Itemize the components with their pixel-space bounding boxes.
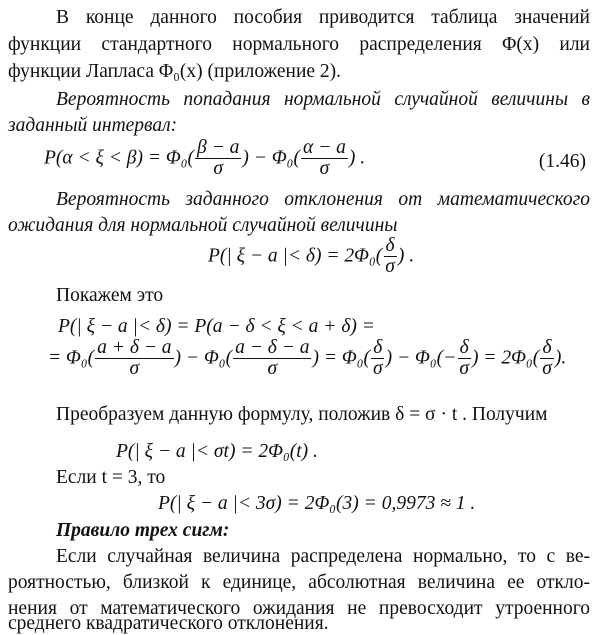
derivation-part-e: ) = 2Φ₀( <box>471 347 540 369</box>
rule-line-4: среднего квадратического отклонения. <box>8 613 329 634</box>
eq2-numerator: δ <box>385 235 395 256</box>
derivation-fraction-1 <box>95 338 173 380</box>
derivation-f5-denominator: σ <box>542 358 552 380</box>
derivation-line-2 <box>48 338 566 380</box>
eq2-denominator: σ <box>385 256 395 278</box>
derivation-fraction-5 <box>540 338 554 380</box>
eq146-f2-denominator: σ <box>319 158 330 180</box>
derivation-part-b: ) − Φ₀( <box>174 347 233 369</box>
rule-title: Правило трех сигм: <box>56 520 230 541</box>
rule-line-1: Если случайная величина распределена нормально, то с ве- <box>56 546 590 567</box>
equation-number: (1.46) <box>538 151 586 172</box>
derivation-f2-denominator: σ <box>267 358 278 380</box>
eq2-end: ) . <box>397 245 415 267</box>
eq146-f1-numerator: β − a <box>197 137 240 158</box>
eq2-lhs: P(| ξ − a |< δ) = 2Φ₀( <box>208 245 383 267</box>
equation-three-sigma: P(| ξ − a |< 3σ) = 2Φ₀(3) = 0,9973 ≈ 1 . <box>158 493 476 514</box>
equation-1-46 <box>44 138 365 180</box>
paragraph-intro-line-1: В конце данного пособия приводится таблица значений <box>56 7 590 28</box>
eq146-mid: ) − Φ₀( <box>242 147 300 169</box>
derivation-part-d: ) − Φ₀(− <box>385 347 457 369</box>
derivation-fraction-3 <box>371 338 385 380</box>
derivation-fraction-4 <box>457 338 471 380</box>
rule-line-2: роятностью, близкой к единице, абсолютная величина ее откло- <box>8 572 590 593</box>
derivation-f2-numerator: a − δ − a <box>235 337 310 358</box>
paragraph-intro-line-3: функции Лапласа Φ₀(x) (приложение 2). <box>8 61 342 82</box>
eq146-f1-denominator: σ <box>213 158 224 180</box>
derivation-part-c: ) = Φ₀( <box>312 347 370 369</box>
if-text: Если t = 3, то <box>56 467 166 488</box>
derivation-part-a: = Φ₀( <box>48 347 95 369</box>
heading-deviation-probability-line-1: Вероятность заданного отклонения от математического <box>56 189 590 210</box>
equation-deviation <box>208 236 414 278</box>
derivation-f5-numerator: δ <box>542 337 552 358</box>
eq146-f2-numerator: α − a <box>302 137 346 158</box>
show-text: Покажем это <box>56 285 164 306</box>
derivation-line-1: P(| ξ − a |< δ) = P(a − δ < ξ < a + δ) = <box>58 316 375 337</box>
eq146-end: ) . <box>348 147 366 169</box>
derivation-f1-numerator: a + δ − a <box>97 337 172 358</box>
eq146-fraction-2 <box>301 138 348 180</box>
paragraph-intro-line-2: функции стандартного нормального распределения Φ(x) или <box>8 34 590 55</box>
eq146-fraction-1 <box>195 138 241 180</box>
heading-deviation-probability-line-2: ожидания для нормальной случайной величины <box>8 215 398 236</box>
equation-sigma-t: P(| ξ − a |< σt) = 2Φ₀(t) . <box>116 441 318 462</box>
derivation-f4-denominator: σ <box>459 358 469 380</box>
derivation-part-f: ). <box>554 347 567 369</box>
rule-line-3: нения от математического ожидания не превосходит утроенного <box>8 598 590 619</box>
derivation-fraction-2 <box>233 338 311 380</box>
eq146-lhs: P(α < ξ < β) = Φ₀( <box>44 147 195 169</box>
derivation-f3-numerator: δ <box>373 337 383 358</box>
eq2-fraction <box>383 236 397 278</box>
derivation-f1-denominator: σ <box>129 358 140 380</box>
heading-interval-probability-line-1: Вероятность попадания нормальной случайной величины в <box>56 89 590 110</box>
transform-text: Преобразуем данную формулу, положив δ = σ · t . Получим <box>56 404 548 425</box>
derivation-f4-numerator: δ <box>459 337 469 358</box>
heading-interval-probability-line-2: заданный интервал: <box>8 115 178 136</box>
derivation-f3-denominator: σ <box>373 358 383 380</box>
